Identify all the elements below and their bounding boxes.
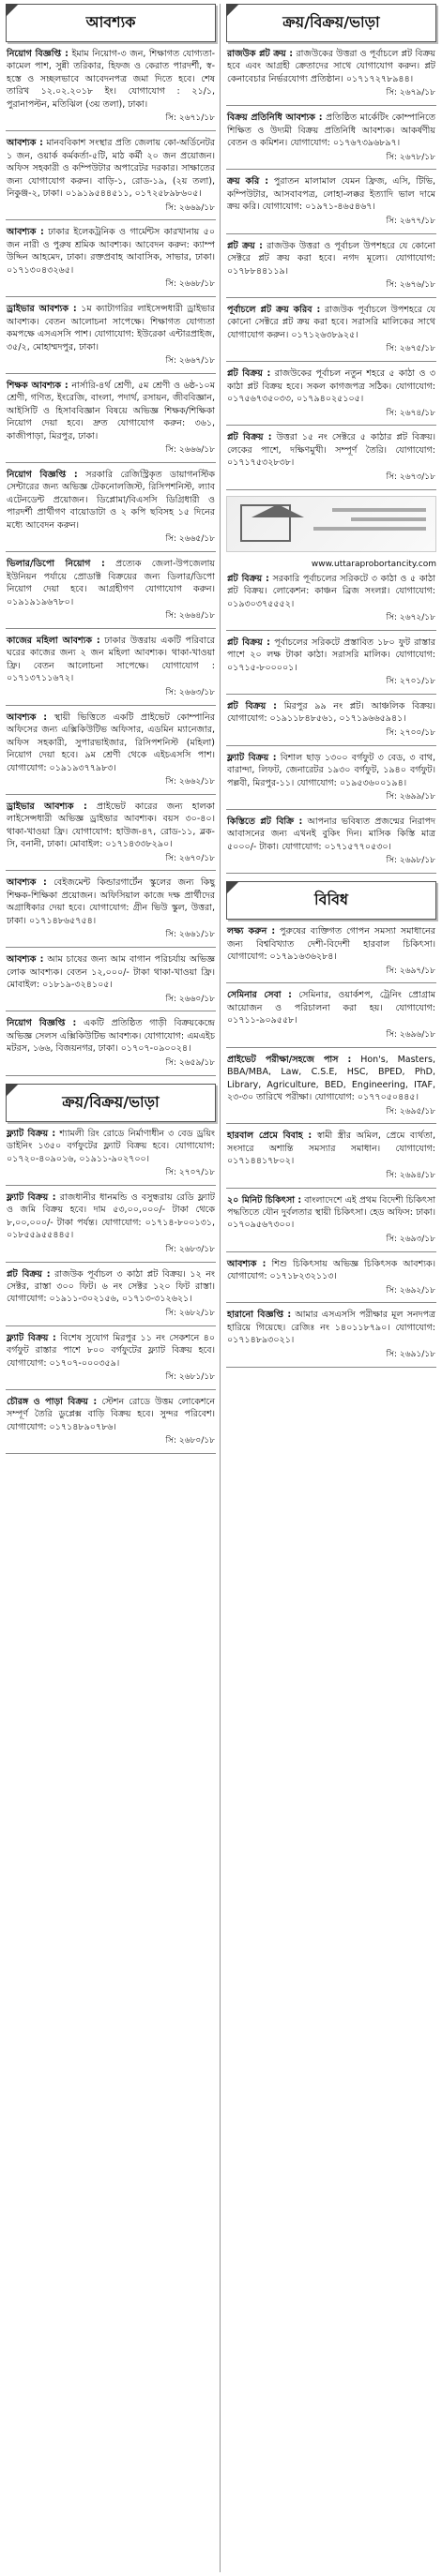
ad-separator <box>226 873 436 874</box>
ad-separator <box>6 1185 216 1186</box>
ad-code: সি: ২৬৭৫/১৮ <box>386 344 435 354</box>
ad-body: প্রাইভেট কারের জন্য হালকা লাইসেন্সধারী অভিজ্ঞ ড্রাইভার আবশ্যক। বয়স ৩০-৪০। থাকা-খাওয়া ফ্রি। যোগাযোগ: হাউজ-৪৭, রোড-১১, ব্লক-সি, বনানী, ঢাকা। মোবাইল: ০১৭১৪৩৩৮২৯০। <box>7 801 215 850</box>
ad-body: ইমাম নিয়োগ-৩ জন, শিক্ষাগত যোগ্যতা-কামেল পাশ, সুন্নী তরিকার, হিফজ ও কেরাত পারদর্শী, স্ব-হস্তে ও সচ্ছলভাবে আবেদনপত্র জমা দিতে হবে। শেষ তারিখ ১২.০২.২০১৮ ইং। যোগাযোগ : ২১/১, পুরানাপল্টন, মতিঝিল (৩য় তলা), ঢাকা। <box>7 49 215 110</box>
ad-code: সি: ২৬৯৫/১৮ <box>386 1106 435 1116</box>
classified-ad <box>226 367 436 421</box>
ad-code: সি: ২৬৬৪/১৮ <box>165 611 215 622</box>
ad-body: বেইজমেন্ট কিন্ডারগার্টেন স্কুলের জন্য কিছু শিক্ষক-শিক্ষিকা প্রয়োজন। অফিসিয়াল কাজে দক্ষ প্রার্থীদের অগ্রাধিকার দেয়া হবে। যোগাযোগ: গ্রীন ভিউ স্কুল, উত্তরা, ঢাকা। ০১৭১৪৮৬৫৭৫৪। <box>7 877 215 926</box>
ad-title: প্লট বিক্রয় : <box>227 700 277 711</box>
corner-triangle-icon <box>226 4 239 17</box>
classified-ad <box>6 380 216 458</box>
column-divider <box>220 4 221 2572</box>
ad-separator <box>226 1302 436 1303</box>
ad-title: ফ্ল্যাট বিক্রয় : <box>7 1332 56 1343</box>
ad-separator <box>226 361 436 362</box>
classified-ad <box>226 637 436 690</box>
classified-ad <box>6 1332 216 1385</box>
corner-triangle-icon <box>226 881 239 894</box>
ad-body: নার্সারি-৪র্থ শ্রেণী, ৫ম শ্রেণী ও ৬ষ্ঠ-১০ম শ্রেণী, গণিত, ইংরেজি, বাংলা, পদার্থ, রসায়ন, জীববিজ্ঞান, আইসিটি ও হিসাববিজ্ঞান বিষয়ে অভিজ্ঞ শিক্ষক/শিক্ষিকা নিয়োগ দেয়া হবে। দ্রুত যোগাযোগ করুন: ৩৬১, কাজীপাড়া, মিরপুর, ঢাকা। <box>7 380 215 442</box>
ad-code: সি: ২৬৬৬/১৮ <box>165 445 215 456</box>
ad-separator <box>6 373 216 374</box>
ad-separator <box>6 219 216 220</box>
ad-code: সি: ২৬৬৭/১৮ <box>165 356 215 367</box>
ad-code: সি: ২৬৬০/১৮ <box>165 994 215 1004</box>
classified-ad <box>226 1194 436 1248</box>
ad-separator <box>226 1188 436 1189</box>
ad-separator <box>6 551 216 552</box>
ad-title: প্লট বিক্রয় : <box>227 637 270 648</box>
ad-title: ফ্ল্যাট বিক্রয় : <box>227 752 277 763</box>
ad-title: হারবাল প্রেমে বিবাহ : <box>227 1131 312 1142</box>
classified-ad <box>226 573 436 626</box>
ad-code: সি: ২৬৮০/১৮ <box>165 1436 215 1446</box>
ad-code: সি: ২৬৯৩/১৮ <box>386 1234 435 1244</box>
house-icon <box>240 504 291 542</box>
ad-separator <box>6 296 216 297</box>
ad-separator <box>226 630 436 631</box>
classified-ad <box>226 989 436 1042</box>
ad-separator <box>226 105 436 106</box>
classified-ad <box>6 48 216 127</box>
ad-title: ফ্ল্যাট বিক্রয় : <box>7 1128 56 1139</box>
ad-title: প্লট বিক্রয় : <box>227 573 269 584</box>
ad-code: সি: ২৬৭৮/১৮ <box>386 152 435 162</box>
ad-body: একটি প্রতিষ্ঠিত গাড়ী বিক্রয়কেন্দ্রে অভিজ্ঞ সেলস এক্সিকিউটিভ আবশ্যক। যোগাযোগ: এমএইচ মটরস, ১৬৬, বিজয়নগর, ঢাকা। ০১৭০৭-০৯০০২৪। <box>7 1018 215 1055</box>
ad-title: কাজের মহিলা আবশ্যক : <box>7 635 100 646</box>
ad-title: নিয়োগ বিজ্ঞপ্তি : <box>7 469 78 480</box>
ad-code: সি: ২৬৭৩/১৮ <box>386 472 435 482</box>
ad-title: আবশ্যক : <box>227 1258 267 1269</box>
ad-body: Hon's, Masters, BBA/MBA, Law, C.S.E, HSC, BPED, PhD, Library, Agriculture, BED, Engineering, ITAF, ২৩-৩০ তারিখে পরীক্ষা। যোগাযোগ: ০১৭৭০৫০৪৪৫। <box>227 1054 435 1103</box>
ad-title: প্লট বিক্রয় : <box>227 368 271 380</box>
ad-code: সি: ২৬৬৫/১৮ <box>165 534 215 545</box>
ad-body: বিশেষ সুযোগ মিরপুর ১১ নং সেকশনে ৪০ বর্গফুট রাস্তার পাশে ৮০০ বর্গফুটের ফ্ল্যাট বিক্রয় হবে। যোগাযোগ: ০১৭০৭-০০০৩৫৯। <box>7 1332 215 1369</box>
ad-code: সি: ২৬৭৭/১৮ <box>386 216 435 226</box>
ad-code: সি: ২৬৭২/১৮ <box>386 612 435 622</box>
ad-body: শ্যামলী রিং রোডে নির্মাণাধীন ৩ বেড ড্রয়িং ডাইনিং ১৩৫০ বর্গফুটের ফ্ল্যাট বিক্রয় হবে। যোগাযোগ: ০১৭২০-৪০৯০১৬, ০১৯১১-৯০২৭০০। <box>7 1128 216 1164</box>
ad-separator <box>6 870 216 871</box>
corner-triangle-icon <box>6 4 19 17</box>
ad-title: আবশ্যক : <box>7 711 48 723</box>
ad-title: ২০ মিনিট চিকিৎসা : <box>227 1194 302 1206</box>
classified-ad <box>6 226 216 292</box>
ad-body: ঢাকার উত্তরায় একটি পরিবারে ঘরের কাজের জন্য ২ জন মহিলা আবশ্যক। থাকা-খাওয়া ফ্রি। বেতন আলোচনা সাপেক্ষে। যোগাযোগ : ০১৭১৩৭১১৬৭২। <box>7 635 215 684</box>
ad-body: শিশু চিকিৎসায় অভিজ্ঞ চিকিৎসক আবশ্যক। যোগাযোগ: ০১৭১৮২৩২১১৩। <box>227 1258 436 1282</box>
misc-ad-list <box>226 925 436 1368</box>
ad-separator <box>226 425 436 426</box>
classified-ad <box>226 1054 436 1120</box>
ad-separator <box>6 1453 216 1454</box>
ad-title: প্লট ক্রয় : <box>227 240 263 251</box>
ad-title: আবশ্যক : <box>7 877 47 889</box>
classified-ad <box>226 48 436 101</box>
ad-body: পূর্বাচলের সরিকটে প্রস্তাবিত ১৮০ ফুট রাস্তার পাশে ২০ লক্ষ টাকা কাঠা। সরাসরি মালিক। যোগাযোগ: ০১৭১৫-৮০০০০১। <box>227 637 435 673</box>
ad-body: রাজউক উত্তরা ও পূর্বাচল উপশহরে যে কোনো সেক্টরে প্লট ক্রয় করা হবে। নগদ মূল্যে। যোগাযোগ: ০১৭৮৮৪৪১১৯। <box>227 240 435 277</box>
ad-body: প্রত্যেক জেলা-উপজেলায় ইউনিয়ন পর্যায়ে প্রোডাক্ট বিক্রয়ের জন্য ডিলার/ডিপো নিয়োগ দেয়া হবে। আগ্রহীগণ যোগাযোগ করুন। ০১৯১৯১৯৬৭৮০। <box>7 559 215 607</box>
ad-separator <box>226 169 436 170</box>
ad-code: সি: ২৬৫৯/১৮ <box>165 1057 215 1068</box>
ad-title: লক্ষ্য করুন : <box>227 926 276 937</box>
section-header-wanted: আবশ্যক <box>6 4 216 42</box>
ad-title: চৌরঙ্গ ও পাড়া বিক্রয় : <box>7 1396 98 1407</box>
ad-body: বিশাল ছাড় ১৩০০ বর্গফুট ৩ বেড, ৩ বাথ, বারান্দা, লিফট, জেনারেটর ১৯৩০ বর্গফুট, ১৯৪০ বর্গফুট। পল্লবী, মিরপুর-১১। যোগাযোগ: ০১৯৫৩৬০০১৯৪। <box>227 752 435 788</box>
ad-code: সি: ২৭০৭/১৮ <box>165 1168 215 1178</box>
ad-code: সি: ২৬৯৯/১৮ <box>386 792 435 802</box>
ad-code: সি: ২৬৬২/১৮ <box>165 776 215 786</box>
ad-code: সি: ২৬৭৯/১৮ <box>386 88 435 98</box>
classified-ad <box>6 1396 216 1449</box>
ad-title: সেমিনার সেবা : <box>227 990 292 1001</box>
ad-title: পূর্বাচলে প্লট ক্রয় করিব : <box>227 304 321 315</box>
ad-code: সি: ২৬৯৮/১৮ <box>386 856 435 866</box>
classified-ad <box>226 304 436 357</box>
ad-title: প্লট বিক্রয় : <box>7 1268 51 1280</box>
ad-body: রাজউকের উত্তরা ও পূর্বাচলে প্লট বিক্রয় হবে এবং আগ্রহী ক্রেতাদের সাথে যোগাযোগ করুন। প্লট কেনাবেচার নির্ভরযোগ্য প্রতিষ্ঠান। ০১৭১৭২৭৮৯৪৪। <box>227 49 435 84</box>
classified-ad <box>226 1258 436 1299</box>
classified-ad <box>226 112 436 165</box>
ad-code: সি: ২৬৬৯/১৮ <box>165 202 215 213</box>
ad-body: সরকারি পূর্বাচলের সরিকটে ৩ কাঠা ও ৫ কাঠা প্লট বিক্রয়। লোকেশন: কাঞ্চন ব্রিজ সংলগ্ন। যোগাযোগ: ০১৯৩০৩৭৫৫৫২। <box>227 573 435 609</box>
classified-ad <box>226 700 436 741</box>
ad-body: বাংলাদেশে এই প্রথম বিদেশী চিকিৎসা পদ্ধতিতে যৌন দুর্বলতার স্থায়ী চিকিৎসা। হেড অফিস: ঢাকা। ০১৭০৯৫৬৭৩০০। <box>227 1194 435 1231</box>
ad-separator <box>6 1325 216 1326</box>
classified-ad <box>6 635 216 701</box>
ad-separator <box>6 462 216 463</box>
ad-title: ড্রাইভার আবশ্যক : <box>7 304 77 315</box>
ad-title: রাজউক প্লট ক্রয় : <box>227 49 294 59</box>
ad-title: আবশ্যক : <box>7 227 44 238</box>
ad-title: হারানো বিজ্ঞপ্তি : <box>227 1310 292 1321</box>
ad-separator <box>226 297 436 298</box>
classified-ad <box>226 175 436 229</box>
ad-code: সি: ২৬৭১/১৮ <box>165 113 215 124</box>
ad-code: সি: ২৬৯৭/১৮ <box>386 966 435 976</box>
ad-body: উত্তরা ১৫ নং সেক্টরে ৫ কাঠার প্লট বিক্রয়। লেকের পাশে, দক্ষিণমুখী। সম্পূর্ণ তৈরি। যোগাযোগ: ০১৭১৭৫৩২৮৩৮। <box>227 432 435 469</box>
ad-code: সি: ২৬৯১/১৮ <box>386 1349 435 1359</box>
classified-ad <box>6 953 216 1007</box>
ad-body: আম চাষের জন্য আম বাগান পরিচর্যায় অভিজ্ঞ লোক আবশ্যক। বেতন ১২,০০০/- টাকা থাকা-খাওয়া ফ্রি। মোবাইল: ০১৮১৯-৩২৪১০৫। <box>7 954 215 991</box>
classified-ad <box>6 1268 216 1322</box>
ad-body: রাজউক পূর্বাচলে উপশহরে যে কোনো সেক্টরে প্লট ক্রয় করা হবে। সরাসরি মালিকের সাথে যোগাযোগ করুন। ০১৭১২৬৩৮৯২৫। <box>227 304 435 340</box>
ad-separator <box>6 947 216 948</box>
ad-body: মিরপুর ৯৯ নং প্লট। আঞ্চলিক বিক্রয়। যোগাযোগ: ০১৯১১৮৪৮৫৬১, ০১৭১৯৬৬৫৯৪১। <box>227 700 435 725</box>
ad-separator <box>6 1389 216 1390</box>
wanted-ad-list <box>6 48 216 1076</box>
ad-title: কিস্তিতে প্লট বিক্রি : <box>227 816 303 827</box>
classified-ad <box>226 816 436 869</box>
classified-ad <box>226 925 436 979</box>
ad-title: ক্রয় করি : <box>227 176 269 187</box>
ad-body: ১ম ক্যাটাগরির লাইসেন্সধারী ড্রাইভার আবশ্যক। বেতন আলোচনা সাপেক্ষে। শিক্ষাগত যোগ্যতা কমপক্ষে এসএসসি পাশ। যোগাযোগ: ইউরেকা এন্টারপ্রাইজ, ৩৫/২, মোহাম্মদপুর, ঢাকা। <box>7 304 215 352</box>
classified-ad <box>226 431 436 485</box>
ad-code: সি: ২৬৮২/১৮ <box>165 1308 215 1318</box>
ad-body: ঢাকার ইলেকট্রনিক ও গার্মেন্টস কারখানায় ৫০ জন নারী ও পুরুষ শ্রমিক আবশ্যক। আবেদন করুন: ক্যাম্প উদ্দিন আহমেদ, ঢাকা। রক্তপ্রবাহ আবাসিক, সাভার, ঢাকা। ০১৭১৩০৪৩২৬৫। <box>7 227 216 276</box>
right-column <box>226 4 436 1373</box>
ad-separator <box>226 982 436 983</box>
buy-sell-ad-list-left <box>6 1128 216 1455</box>
section-header-miscellaneous: বিবিধ <box>226 881 436 920</box>
ad-title: ফ্ল্যাট বিক্রয় : <box>7 1191 56 1203</box>
corner-triangle-icon <box>6 1084 19 1097</box>
classified-ad <box>6 303 216 369</box>
ad-title: ভিলার/ডিপো নিয়োগ : <box>7 559 105 570</box>
ad-body: পুরাতন মালামাল যেমন ফ্রিজ, এসি, টিভি, কম্পিউটার, আসবাবপত্র, লোহা-লক্কর ইত্যাদি ভাল দামে ক্রয় করি। যোগাযোগ: ০১৯৭১-৪৬৫৪৬৭। <box>227 176 435 213</box>
ad-body: স্টেশন রোডে উত্তম লোকেশনে সম্পূর্ণ তৈরি ডুপ্লেক্স বাড়ি বিক্রয় হবে। সুন্দর পরিবেশ। যোগাযোগ: ০১৭১৪৮৯০৭৮৬। <box>7 1396 216 1432</box>
ad-body: রাজউক পূর্বাচল ৩ কাঠা প্লট বিক্রয়। ১২ নং সেক্টর, রাস্তা ৩০০ ফিট। ৬ নং সেক্টর ১২০ ফিট রাস্তা। যোগাযোগ: ০১৯১১-৩০২১৫৬, ০১৭১৩-৩১২৬২১। <box>7 1268 215 1305</box>
ad-code: সি: ২৬৬৩/১৮ <box>165 687 215 697</box>
classified-ad <box>226 752 436 805</box>
ad-separator <box>6 628 216 629</box>
ad-separator <box>226 233 436 234</box>
ad-separator <box>226 745 436 746</box>
section-header-buy-sell-rent: ক্রয়/বিক্রয়/ভাড়া <box>226 4 436 42</box>
ad-separator <box>6 705 216 706</box>
ad-body: রাজধানীর ধানমন্ডি ও বসুন্ধরায় রেডি ফ্ল্যাট ও জমি বিক্রয় হবে। দাম ৫৩,০০,০০০/- টাকা থেকে ৮,০০,০০০/- টাকা পর্যন্ত। যোগাযোগ: ০১৭১৪-৮০০১৩১, ০১৮৫৫৯৫৫৪৪৫। <box>7 1191 215 1241</box>
ad-separator <box>226 489 436 490</box>
ad-title: নিয়োগ বিজ্ঞপ্তি : <box>7 49 69 59</box>
classified-ad <box>6 1017 216 1071</box>
ad-body: আমার এসএসসি পরীক্ষার মূল সনদপত্র হারিয়ে গিয়েছে। রেজিঃ নং ১৪০১১৮৭৯০। যোগাযোগ: ০১৭১৪৮৯৩০২১। <box>227 1310 436 1346</box>
section-header-buy-sell-rent-left: ক্রয়/বিক্রয়/ভাড়া <box>6 1084 216 1122</box>
ad-code: সি: ২৬৬৮/১৮ <box>165 279 215 290</box>
ad-body: সরকারি রেজিস্ট্রিকৃত ডায়াগনস্টিক সেন্টারের জন্য অভিজ্ঞ টেকনোলজিস্ট, রিসিপশনিস্ট, ল্যাব এটেনডেন্ট প্রয়োজন। ডিপ্লোমা/বিএসসি ডিগ্রিধারী ও পারদর্শী প্রার্থীগণ বায়োডাটা ও ২ কপি ছবিসহ ১৫ দিনের মধ্যে আবেদন করুন। <box>7 469 215 531</box>
ad-code: সি: ২৭০০/১৮ <box>386 727 435 738</box>
ad-separator <box>226 1367 436 1368</box>
classified-ad <box>226 240 436 293</box>
classified-ad <box>6 1128 216 1181</box>
classified-ad <box>6 558 216 624</box>
ad-code: সি: ২৬৮৩/১৮ <box>165 1244 215 1254</box>
classified-ad <box>6 137 216 216</box>
ad-body: মানববিকাশ সংস্থার প্রতি জেলায় কো-অর্ডিনেটর ১ জন, ওয়ার্ক কর্মকর্তা-৫টি, মাঠ কর্মী ২০ জন প্রয়োজন। অফিস সহকারী ও কম্পিউটার অপারেটর দরকার। সাক্ষাতের জন্য যোগাযোগ করুন। বাড়ি-১, রোড-১৯, (২য় তলা), নিকুঞ্জ-২, ঢাকা। ০১৯১৯৫৪৪৫১১, ০১৭২৫৮৯৮৬০৫। <box>7 138 215 200</box>
ad-body: পুরুষের ব্যক্তিগত গোপন সমস্যা সমাধানের জন্য বিশ্ববিখ্যাত দেশী-বিদেশী হারবাল চিকিৎসা। যোগাযোগ: ০১৭৯১৬৩৬২৮৪। <box>227 926 435 963</box>
classified-ad <box>6 711 216 790</box>
ad-separator <box>6 794 216 795</box>
buy-sell-ad-list <box>226 48 436 490</box>
ad-body: আপনার ভবিষ্যত প্রজন্মের নিরাপদ আবাসনের জন্য এখনই বুকিং দিন। মাসিক কিস্তি মাত্র ৫০০০/- টাকা। যোগাযোগ: ০১৭১৫৭৭০৫৩০। <box>227 816 435 852</box>
ad-separator <box>226 1251 436 1252</box>
classified-ad <box>6 801 216 867</box>
ad-title: প্লট বিক্রয় : <box>227 432 272 443</box>
classified-ad <box>226 1130 436 1183</box>
ad-body: সেমিনার, ওয়ার্কশপ, ট্রেনিং প্রোগ্রাম আয়োজন ও পরিচালনা করা হয়। যোগাযোগ: ০১৭১১-৯০৯৫৫৮। <box>227 990 435 1026</box>
ad-separator <box>226 809 436 810</box>
ad-separator <box>6 130 216 131</box>
ad-body: স্বামী স্ত্রীর অমিল, প্রেমে ব্যর্থতা, সংসারে অশান্তি সমস্যার সমাধান। যোগাযোগ: ০১৭১৪৪১৭৮০২। <box>227 1131 435 1167</box>
ad-separator <box>6 1262 216 1263</box>
ad-code: সি: ২৬৬১/১৮ <box>165 930 215 940</box>
ad-code: সি: ২৬৯৪/১৮ <box>386 1170 435 1180</box>
ad-title: আবশ্যক : <box>7 954 44 966</box>
ad-title: বিক্রয় প্রতিনিধি আবশ্যক : <box>227 112 323 124</box>
ad-body: রাজউকের পূর্বাচল নতুন শহরে ৫ কাঠা ও ৩ কাঠা প্লট বিক্রয় হবে। সকল কাগজপত্র সঠিক। যোগাযোগ: ০১৭৫৬৭৩৫০৩৩, ০১৭৯৪০২৫১০৫। <box>227 368 436 405</box>
ad-title: ড্রাইভার আবশ্যক : <box>7 801 87 812</box>
ad-code: সি: ২৬৭০/১৮ <box>165 853 215 863</box>
ad-code: সি: ২৬৯২/১৮ <box>386 1285 435 1295</box>
ad-separator <box>226 694 436 695</box>
ad-separator <box>226 1047 436 1048</box>
ad-code: সি: ২৬৮১/১৮ <box>165 1372 215 1383</box>
ad-separator <box>226 1123 436 1124</box>
ad-title: প্রাইভেট পরীক্ষা/সহজে পাস : <box>227 1054 352 1065</box>
property-advertisement-image <box>226 496 436 552</box>
classified-ad <box>6 469 216 547</box>
plot-ad-list <box>226 573 436 875</box>
classified-ad <box>226 1309 436 1362</box>
website-url[interactable]: www.uttaraprobortancity.com <box>311 559 436 569</box>
left-column <box>6 4 216 1460</box>
ad-title: নিয়োগ বিজ্ঞপ্তি : <box>7 1018 77 1029</box>
ad-body: স্থায়ী ভিত্তিতে একটি প্রাইভেট কোম্পানির অফিসের জন্য এক্সিকিউটিভ অফিসার, এডমিন ম্যানেজার, অফিস সহকারী, সুপারভাইজার, রিসিপশনিস্ট (মহিলা) নিয়োগ দেয়া হবে। ৯ম শ্রেণী থেকে এইচএসসি পাশ। যোগাযোগ: ০১৯১৯৩৭৭৯৮৩। <box>7 711 215 773</box>
ad-code: সি: ২৬৭৬/১৮ <box>386 280 435 291</box>
ad-body: প্রতিষ্ঠিত মার্কেটিং কোম্পানিতে শিক্ষিত ও উদ্যমী বিক্রয় প্রতিনিধি আবশ্যক। আকর্ষণীয় বেতন ও কমিশন। যোগাযোগ: ০১৭৬৭৩৯৬৮৯৭। <box>227 112 435 149</box>
ad-separator <box>6 1075 216 1076</box>
ad-title: শিক্ষক আবশ্যক : <box>7 380 69 391</box>
ad-code: সি: ২৭০১/১৮ <box>386 677 435 687</box>
ad-code: সি: ২৬৭৪/১৮ <box>386 408 435 418</box>
classified-ad <box>6 1191 216 1258</box>
ad-title: আবশ্যক : <box>7 138 43 149</box>
ad-code: সি: ২৬৯৬/১৮ <box>386 1029 435 1040</box>
classified-ad <box>6 876 216 943</box>
